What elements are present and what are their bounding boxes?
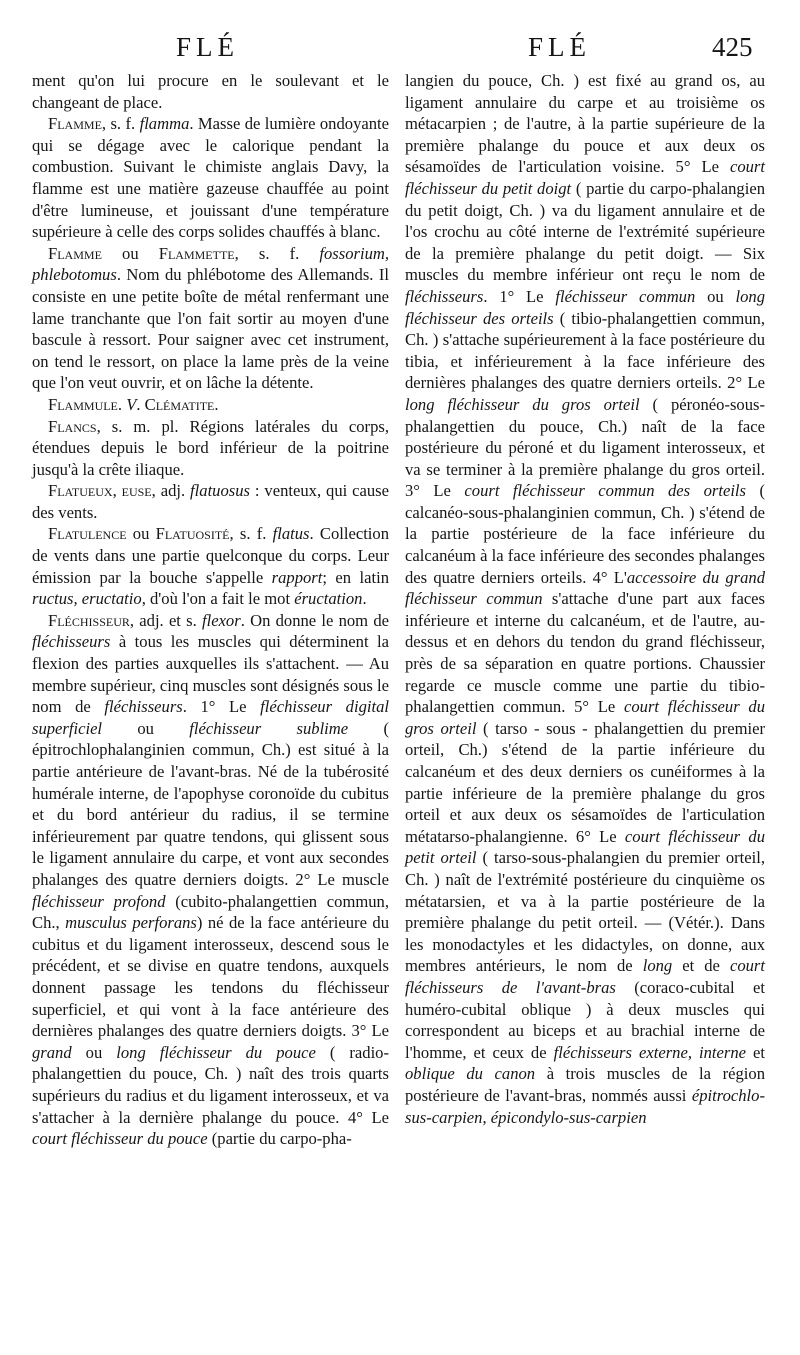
text-run: s'attache d'une part aux faces inférieure et interne du calcanéum, et de l'autre, au-dessus et en dehors du tendon du grand fléchisseur, près de sa séparation en quatre portions. Chaussier regarde ce muscle comme une partie du tibio-phalangettien commun. 5° Le: [405, 589, 766, 717]
text-run: ( tibio-phalangettien commun, Ch. ) s'attache supérieurement à la face postérieure du tibia, et inférieurement à la face inférieure des dernières phalanges des quatre derniers orteils. 2° Le: [405, 308, 766, 393]
text-run: interne: [699, 1042, 747, 1062]
text-run: fléchisseur commun: [555, 286, 696, 306]
text-run: éructation: [294, 589, 363, 609]
left-column: [32, 70, 389, 1150]
text-run: et: [746, 1042, 766, 1062]
text-run: ou: [102, 718, 190, 738]
text-run: langien du pouce, Ch. ) est fixé au grand os, au ligament annulaire du carpe et au troisième os métacarpien ; de l'autre, à la partie supérieure de la première phalange du pouce et aux deux os sésamoïdes de l'articulation voisine. 5° Le: [405, 71, 765, 177]
text-run: ou: [695, 286, 736, 306]
text-run: court fléchisseurs de l'avant-bras: [405, 956, 765, 997]
text-run: ou: [71, 1042, 117, 1062]
running-head-left: FLÉ: [176, 32, 240, 62]
text-run: , s. f.: [234, 243, 320, 263]
text-run: ( partie du carpo-phalangien du petit doigt, Ch. ) va du ligament annulaire et de l'os crochu au côté interne de l'extrémité supérieure de la première phalange du petit doigt. — Six muscles du membre inférieur ont reçu le nom de: [405, 178, 765, 285]
text-run: flatuosus: [190, 481, 250, 501]
page-number: 425: [712, 32, 753, 62]
text-run: long: [642, 956, 673, 976]
text-run: V: [126, 394, 137, 414]
paragraph: [32, 480, 389, 523]
text-run: ( tarso - sous - phalangettien du premier orteil, Ch.) s'étend de la partie inférieure du calcanéum et des deux derniers os cunéiformes à la partie inférieure de la première phalange du gros orteil et aux deux os sésamoïdes de l'articulation métatarso-phalangienne. 6° Le: [405, 718, 766, 846]
text-run: ( radio-phalangettien du pouce, Ch. ) naît des trois quarts supérieurs du radius et du ligament interosseux, et va s'attacher à la dernière phalange du pouce. 4° Le: [32, 1042, 389, 1127]
text-run: ou: [126, 524, 156, 544]
entry-headword: Flatueux: [48, 481, 113, 501]
text-run: . On donne le nom de: [240, 610, 389, 630]
text-run: long fléchisseur du pouce: [116, 1042, 316, 1062]
text-run: court fléchisseur du pouce: [32, 1129, 208, 1149]
paragraph: [32, 394, 389, 416]
text-run: ) né de la face antérieure du cubitus et du ligament interosseux, descend sous le précédent, et se divise en quatre tendons, auxquels donnent passage les tendons du fléchisseur superficiel, et qui vont à la face antérieure des dernières phalanges des quatre derniers doigts. 3° Le: [32, 913, 389, 1041]
paragraph: [32, 610, 389, 1150]
text-run: court fléchisseur commun des orteils: [464, 481, 746, 501]
paragraph: [32, 416, 389, 481]
text-run: ( épitrochlophalanginien commun, Ch.) est situé à la partie antérieure de l'avant-bras. Né de la tubérosité humérale interne, de l'apophyse coronoïde du cubitus et du bord antérieur du radius, il se termine inférieurement par quatre tendons, qui glissent sous le ligament annulaire du carpe, et vont aux secondes phalanges des quatre derniers doigts. 2° Le muscle: [32, 718, 389, 889]
running-head-right: FLÉ: [528, 32, 592, 62]
text-run: , s. f.: [101, 114, 140, 134]
text-run: oblique du canon: [405, 1064, 536, 1084]
text-run: ,: [112, 481, 122, 501]
text-run: court fléchisseur du petit doigt: [405, 157, 765, 198]
entry-headword: Flammule: [48, 394, 118, 414]
text-run: fléchisseurs externe: [553, 1042, 688, 1062]
text-run: , s. m. pl. Régions latérales du corps, étendues depuis le bord inférieur de la poitrine jusqu'à la crête iliaque.: [32, 416, 389, 479]
text-run: flatus: [272, 524, 310, 544]
text-run: fléchisseurs: [104, 697, 183, 717]
text-run: , s. f.: [229, 524, 273, 544]
entry-headword: Flammette: [158, 243, 235, 263]
text-run: accessoire du grand fléchisseur commun: [405, 567, 765, 609]
paragraph: [405, 70, 765, 1128]
text-run: fléchisseur profond: [32, 891, 166, 911]
text-run: à trois muscles de la région postérieure de l'avant-bras, nommés aussi: [405, 1064, 766, 1105]
text-run: fossorium, phlebotomus: [32, 243, 390, 285]
entry-headword: Flamme: [48, 243, 102, 263]
entry-headword: euse: [121, 481, 152, 501]
text-run: fléchisseurs: [405, 286, 484, 306]
text-run: , d'où l'on a fait le mot: [141, 589, 295, 609]
text-run: long fléchisseur du gros orteil: [405, 394, 640, 414]
text-run: . Masse de lumière ondoyante qui se dégage avec le calorique pendant la combustion. Suivant le chimiste anglais Davy, la flamme est une matière gazeuse chauffée au point d'être lumineuse, et jouissant d'une température supérieure à celle des corps solides chauffés à blanc.: [32, 114, 390, 242]
entry-headword: Flatuosité: [155, 524, 230, 544]
text-run: fléchisseurs: [32, 632, 111, 652]
text-run: .: [136, 394, 145, 414]
text-run: musculus perforans: [65, 913, 197, 933]
text-run: rapport: [271, 567, 323, 587]
text-run: ( calcanéo-sous-phalanginien commun, Ch. ) s'étend de la partie postérieure de la face inférieure du calcanéum à la face inférieure des secondes phalanges des quatre derniers orteils. 4° L': [405, 481, 766, 587]
text-run: ructus, eructatio: [32, 589, 142, 609]
text-run: court fléchisseur du gros orteil: [405, 697, 765, 738]
paragraph: [32, 70, 389, 113]
entry-headword: Flatulence: [48, 524, 127, 544]
text-run: ,: [482, 1107, 491, 1127]
text-run: .: [117, 394, 127, 414]
text-run: . 1° Le: [182, 697, 261, 717]
text-run: (coraco-cubital et huméro-cubital oblique ) à deux muscles qui correspondent au biceps et au brachial interne de l'homme, et ceux de: [405, 977, 765, 1062]
entry-headword: Fléchisseur: [48, 610, 130, 630]
text-run: . Collection de vents dans une partie quelconque du corps. Leur émission par la bouche s'appelle: [32, 524, 390, 587]
right-column: [405, 70, 765, 1128]
text-run: . Nom du phlébotome des Allemands. Il consiste en une petite boîte de métal renfermant une lame tranchante que l'on fait sortir au moyen d'une bascule à ressort. Pour saigner avec cet instrument, on tend le ressort, on place la lame près de la veine que l'on veut ouvrir, et on lâche la détente.: [32, 265, 389, 393]
text-run: et de: [672, 956, 730, 976]
entry-headword: Clématite: [144, 394, 215, 414]
text-run: ; en latin: [322, 567, 390, 587]
text-run: fléchisseur sublime: [189, 718, 349, 738]
paragraph: [32, 243, 389, 394]
text-run: (partie du carpo-pha-: [207, 1129, 352, 1149]
text-run: ,: [687, 1042, 700, 1062]
text-run: à tous les muscles qui déterminent la flexion des parties auxquelles ils s'attachent. — Au membre supérieur, cinq muscles sont désignés sous le nom de: [32, 632, 389, 717]
paragraph: [32, 113, 389, 243]
text-run: ( tarso-sous-phalangien du premier orteil, Ch. ) naît de l'extrémité postérieure du cinquième os métatarsien, et va à la partie postérieure de la première phalange du petit orteil. — (Vétér.). Dans les monodactyles et les didactyles, on donne, aux membres antérieurs, le nom de: [405, 848, 765, 976]
text-run: .: [214, 394, 219, 414]
text-run: ou: [101, 243, 159, 263]
page-header: [0, 32, 800, 72]
text-run: flamma: [139, 114, 190, 134]
text-run: épicondylo-sus-carpien: [490, 1107, 647, 1127]
text-run: épitrochlo-sus-carpien: [405, 1085, 765, 1127]
text-run: , adj.: [151, 481, 191, 501]
text-run: court fléchisseur du petit orteil: [405, 826, 765, 868]
text-run: flexor: [201, 610, 241, 630]
text-run: ( péronéo-sous-phalangettien du pouce, Ch.) naît de la face postérieure du péroné et du ligament interosseux, et va se terminer à la première phalange du gros orteil. 3° Le: [405, 394, 765, 501]
text-run: ment qu'on lui procure en le soulevant et le changeant de place.: [32, 71, 389, 112]
text-run: long fléchisseur des orteils: [405, 286, 765, 328]
paragraph: [32, 523, 389, 609]
entry-headword: Flamme: [48, 114, 102, 134]
text-run: , adj. et s.: [129, 610, 202, 630]
text-run: grand: [32, 1042, 72, 1062]
text-run: . 1° Le: [483, 286, 556, 306]
text-run: : venteux, qui cause des vents.: [32, 481, 389, 522]
text-run: fléchisseur digital superficiel: [32, 697, 390, 738]
entry-headword: Flancs: [48, 416, 97, 436]
text-run: .: [362, 589, 367, 609]
text-run: (cubito-phalangettien commun, Ch.,: [32, 891, 389, 933]
